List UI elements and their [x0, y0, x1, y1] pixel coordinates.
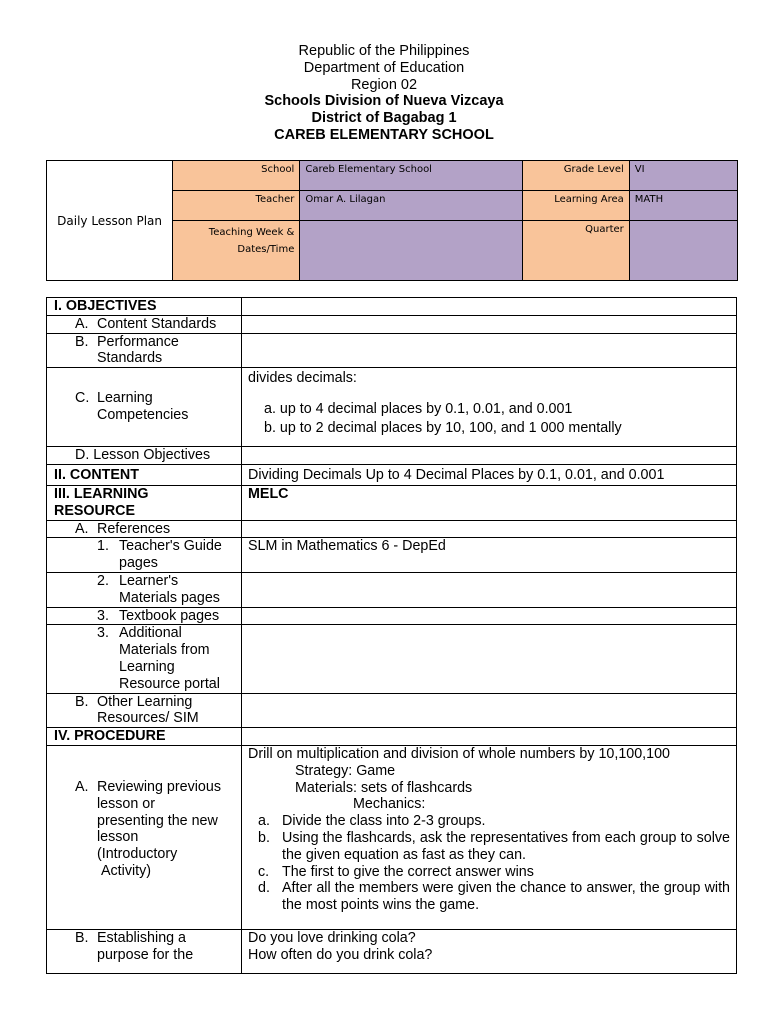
textbook-pages-label — [47, 607, 242, 625]
reviewing-line2: lesson or — [97, 795, 156, 812]
content-standards-value — [242, 315, 737, 333]
list-item — [248, 864, 730, 881]
marker-a: A. — [75, 520, 89, 537]
school-value: Careb Elementary School — [300, 161, 522, 191]
teachers-guide-label — [47, 538, 242, 573]
reviewing-line4: lesson — [97, 829, 139, 846]
daily-lesson-plan-label: Daily Lesson Plan — [47, 161, 173, 281]
drill-activity — [242, 745, 737, 929]
header-republic: Republic of the Philippines — [298, 43, 470, 59]
additional-materials-line3: Learning — [119, 658, 175, 675]
marker-b: B. — [75, 693, 89, 710]
teaching-week-label-line2: Dates/Time — [237, 244, 295, 255]
teaching-week-label — [173, 221, 300, 281]
performance-standards-label — [47, 333, 242, 368]
header-department: Department of Education — [303, 59, 465, 76]
teachers-guide-line1: Teacher's Guide — [119, 538, 222, 555]
performance-standards-line1: Performance — [97, 333, 179, 350]
list-marker: b. — [258, 829, 270, 846]
objectives-value — [242, 298, 737, 316]
school-label: School — [173, 161, 300, 191]
other-learning-resources-line2: Resources/ SIM — [97, 710, 199, 727]
list-item — [248, 813, 730, 830]
reviewing-previous-lesson-label — [47, 745, 242, 929]
establishing-purpose-line1: Establishing a — [97, 929, 187, 946]
content-heading: II. CONTENT — [47, 464, 242, 485]
references-value — [242, 520, 737, 538]
list-item — [248, 880, 730, 914]
mechanic-b: Using the flashcards, ask the representatives from each group to solve the given equation as fast as they can. — [282, 829, 730, 863]
learning-competencies-value — [242, 368, 737, 447]
establishing-purpose-value — [242, 929, 737, 973]
mechanic-a: Divide the class into 2-3 groups. — [282, 813, 486, 830]
marker-1: 1. — [97, 538, 109, 555]
performance-standards-value — [242, 333, 737, 368]
lesson-objectives-value — [242, 447, 737, 465]
references-label — [47, 520, 242, 538]
other-learning-resources-value — [242, 693, 737, 728]
learning-resource-heading — [47, 485, 242, 520]
learning-resource-line1: III. LEARNING — [54, 485, 149, 502]
document-header — [0, 43, 768, 144]
list-marker: a. — [258, 813, 270, 830]
procedure-heading: IV. PROCEDURE — [47, 728, 242, 746]
drill-text: Drill on multiplication and division of whole numbers by 10,100,100 — [248, 745, 670, 762]
marker-3: 3. — [97, 607, 109, 624]
teaching-week-label-line1: Teaching Week & — [208, 227, 295, 238]
textbook-pages-text: Textbook pages — [119, 607, 220, 624]
teacher-label: Teacher — [173, 191, 300, 221]
quarter-value — [629, 221, 737, 281]
lesson-plan-table — [46, 297, 737, 974]
mechanic-c: The first to give the correct answer wins — [282, 863, 534, 880]
header-division: Schools Division of Nueva Vizcaya — [264, 93, 504, 110]
melc-value: MELC — [242, 485, 737, 520]
reviewing-line6: Activity) — [100, 863, 152, 880]
list-item — [248, 830, 730, 864]
objectives-heading: I. OBJECTIVES — [47, 298, 242, 316]
establishing-purpose-line2: purpose for the — [97, 946, 194, 963]
references-text: References — [97, 520, 171, 537]
lesson-objectives-label: D. Lesson Objectives — [47, 447, 242, 465]
marker-a: A. — [75, 779, 89, 796]
reviewing-line5: (Introductory — [97, 846, 178, 863]
textbook-pages-value — [242, 607, 737, 625]
mechanic-d: After all the members were given the chance to answer, the group with the most points wins the game. — [282, 880, 730, 914]
procedure-value — [242, 728, 737, 746]
grade-level-label: Grade Level — [522, 161, 629, 191]
lesson-info-table — [46, 160, 738, 281]
list-marker: c. — [258, 863, 270, 880]
marker-b: B. — [75, 333, 89, 350]
marker-a: A. — [75, 315, 89, 332]
marker-3: 3. — [97, 625, 109, 642]
reviewing-line3: presenting the new — [97, 812, 218, 829]
other-learning-resources-label — [47, 693, 242, 728]
header-district: District of Bagabag 1 — [311, 110, 457, 127]
list-marker: d. — [258, 880, 270, 897]
mechanics-text: Mechanics: — [353, 796, 426, 813]
other-learning-resources-line1: Other Learning — [97, 693, 193, 710]
additional-materials-line2: Materials from — [119, 642, 210, 659]
competency-b: b. up to 2 decimal places by 10, 100, and 1 000 mentally — [264, 419, 622, 436]
teacher-value: Omar A. Lilagan — [300, 191, 522, 221]
teachers-guide-line2: pages — [119, 555, 158, 572]
competency-intro: divides decimals: — [248, 370, 357, 387]
teaching-week-value — [300, 221, 522, 281]
learning-area-label: Learning Area — [522, 191, 629, 221]
content-value: Dividing Decimals Up to 4 Decimal Places by 0.1, 0.01, and 0.001 — [242, 464, 737, 485]
learners-materials-line2: Materials pages — [119, 589, 220, 606]
learning-area-value: MATH — [629, 191, 737, 221]
header-school: CAREB ELEMENTARY SCHOOL — [274, 126, 494, 143]
learning-competencies-line1: Learning — [97, 390, 153, 407]
learning-resource-line2: RESOURCE — [54, 502, 136, 519]
marker-c: C. — [75, 390, 90, 407]
content-standards-label — [47, 315, 242, 333]
additional-materials-line4: Resource portal — [119, 675, 220, 692]
learners-materials-line1: Learner's — [119, 572, 179, 589]
additional-materials-label — [47, 625, 242, 693]
teachers-guide-value: SLM in Mathematics 6 - DepEd — [242, 538, 737, 573]
learning-competencies-line2: Competencies — [97, 407, 189, 424]
content-standards-text: Content Standards — [97, 315, 217, 332]
marker-b: B. — [75, 929, 89, 946]
additional-materials-value — [242, 625, 737, 693]
strategy-text: Strategy: Game — [295, 762, 396, 779]
question-2: How often do you drink cola? — [248, 946, 433, 963]
establishing-purpose-label — [47, 929, 242, 973]
additional-materials-line1: Additional — [119, 625, 182, 642]
competency-a: a. up to 4 decimal places by 0.1, 0.01, and 0.001 — [264, 400, 573, 417]
marker-2: 2. — [97, 572, 109, 589]
learning-competencies-label — [47, 368, 242, 447]
reviewing-line1: Reviewing previous — [97, 779, 221, 796]
performance-standards-line2: Standards — [97, 350, 163, 367]
question-1: Do you love drinking cola? — [248, 929, 416, 946]
mechanics-list — [248, 813, 730, 914]
grade-level-value: VI — [629, 161, 737, 191]
learners-materials-value — [242, 572, 737, 607]
materials-text: Materials: sets of flashcards — [295, 779, 473, 796]
quarter-label: Quarter — [522, 221, 629, 281]
header-region: Region 02 — [350, 76, 418, 93]
learners-materials-label — [47, 572, 242, 607]
